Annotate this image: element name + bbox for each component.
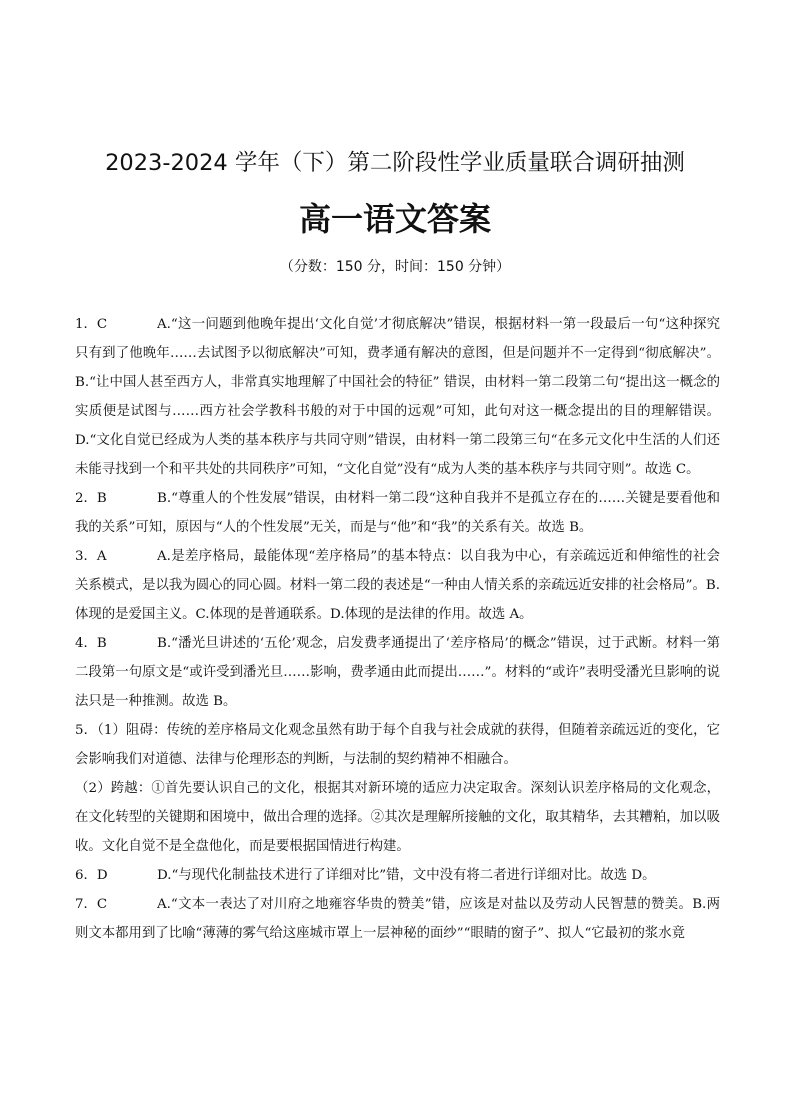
answer-number: 5．（1）阻碍： bbox=[75, 723, 167, 738]
answer-number: 3．A bbox=[75, 549, 107, 564]
document-title: 2023-2024 学年（下）第二阶段性学业质量联合调研抽测 bbox=[105, 150, 685, 176]
answer-number: （2）跨越： bbox=[75, 781, 152, 796]
exam-meta: （分数：150 分，时间：150 分钟） bbox=[279, 259, 511, 275]
answer-item-1 bbox=[75, 310, 720, 484]
answer-item-2 bbox=[75, 484, 720, 542]
answer-number: 6．D bbox=[75, 868, 108, 883]
answer-item-4 bbox=[75, 629, 720, 716]
answer-text: D.“与现代化制盐技术进行了详细对比”错，文中没有将二者进行详细对比。故选 D。 bbox=[157, 868, 656, 883]
answer-text: A.是差序格局，最能体现“差序格局”的基本特点：以自我为中心，有亲疏远近和伸缩性的社会关系模式，是以我为圆心的同心圆。材料一第二段的表述是“一种由人情关系的亲疏远近安排的社会格局”。B.体现的是爱国主义。C.体现的是普通联系。D.体现的是法律的作用。故选 A。 bbox=[75, 549, 720, 622]
answer-item-5-part-2 bbox=[75, 774, 720, 861]
answer-text: B.“尊重人的个性发展”错误，由材料一第二段“这种自我并不是孤立存在的……关键是要看他和我的关系”可知，原因与“人的个性发展”无关，而是与“他”和“我”的关系有关。故选 B。 bbox=[75, 491, 720, 535]
answer-item-6 bbox=[75, 861, 720, 890]
answer-list bbox=[75, 310, 720, 948]
answer-number: 7．C bbox=[75, 897, 108, 912]
answer-number: 1．C bbox=[75, 317, 108, 332]
answer-text: A.“文本一表达了对川府之地雍容华贵的赞美”错，应该是对盐以及劳动人民智慧的赞美。B.两则文本都用到了比喻“薄薄的雾气给这座城市罩上一层神秘的面纱”“眼睛的窗子”、拟人“它最初的浆水竟 bbox=[75, 897, 720, 941]
answer-number: 2．B bbox=[75, 491, 107, 506]
answer-item-5-part-1 bbox=[75, 716, 720, 774]
answer-text: ①首先要认识自己的文化，根据其对新环境的适应力决定取舍。深刻认识差序格局的文化观念，在文化转型的关键期和困境中，做出合理的选择。②其次是理解所接触的文化，取其精华，去其糟粕，加以吸收。文化自觉不是全盘他化，而是要根据国情进行构建。 bbox=[75, 781, 720, 854]
answer-text: A.“这一问题到他晚年提出‘文化自觉’才彻底解决”错误，根据材料一第一段最后一句“这种探究只有到了他晚年……去试图予以彻底解决”可知，费孝通有解决的意图，但是问题并不一定得到“彻底解决”。B.“让中国人甚至西方人，非常真实地理解了中国社会的特征” 错误，由材料一第二段第二句“提出这一概念的实质便是试图与……西方社会学教科书般的对于中国的远观”可知，此句对这一概念提出的目的理解错误。D.“文化自觉已经成为人类的基本秩序与共同守则”错误，由材料一第二段第三句“在多元文化中生活的人们还未能寻找到一个和平共处的共同秩序”可知，“文化自觉”没有“成为人类的基本秩序与共同守则”。故选 C。 bbox=[75, 317, 720, 477]
answer-text: B.“潘光旦讲述的‘五伦’观念，启发费孝通提出了‘差序格局’的概念”错误，过于武断。材料一第二段第一句原文是“或许受到潘光旦……影响，费孝通由此而提出……”。材料的“或许”表明受潘光旦影响的说法只是一种推测。故选 B。 bbox=[75, 636, 720, 709]
answer-item-3 bbox=[75, 542, 720, 629]
answer-text: 传统的差序格局文化观念虽然有助于每个自我与社会成就的获得，但随着亲疏远近的变化，它会影响我们对道德、法律与伦理形态的判断，与法制的契约精神不相融合。 bbox=[75, 723, 721, 767]
document-subtitle: 高一语文答案 bbox=[298, 200, 491, 238]
answer-number: 4．B bbox=[75, 636, 107, 651]
answer-item-7 bbox=[75, 890, 720, 948]
